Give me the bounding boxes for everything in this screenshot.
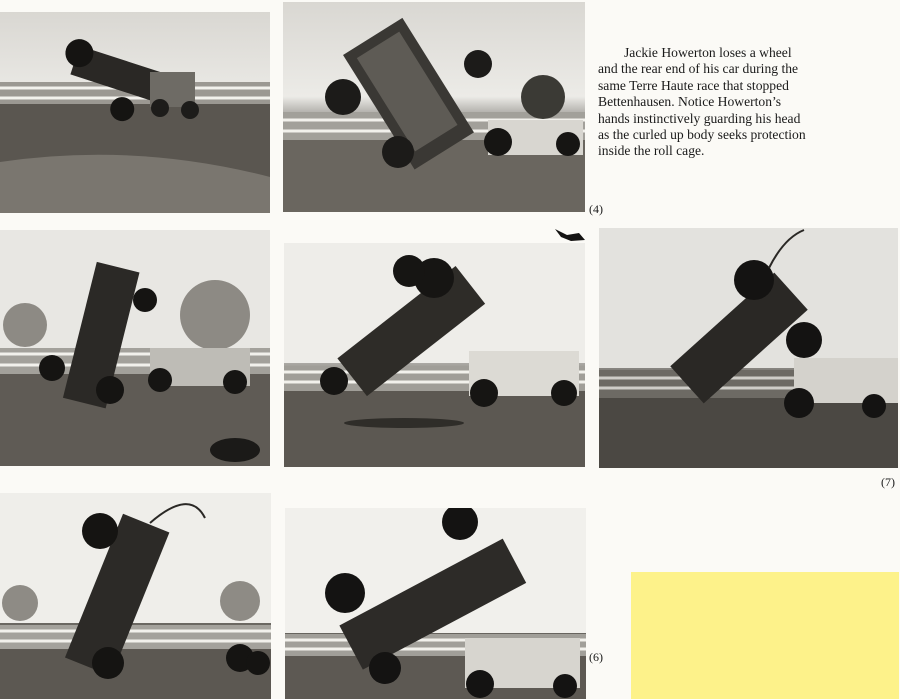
plate-label-4: (4) bbox=[589, 202, 603, 216]
yellow-sticky-note bbox=[631, 572, 899, 699]
photo-crash-frame-5 bbox=[599, 228, 898, 468]
photo-crash-frame-7 bbox=[285, 508, 586, 699]
photo-crash-frame-1 bbox=[0, 12, 270, 213]
plate-label-6: (6) bbox=[589, 650, 603, 664]
photo-crash-frame-2 bbox=[283, 2, 585, 212]
plate-label-7: (7) bbox=[881, 475, 895, 489]
photo-crash-frame-4 bbox=[284, 243, 585, 467]
photo-crash-frame-3 bbox=[0, 230, 270, 466]
photo-crash-frame-6 bbox=[0, 493, 271, 699]
flying-debris-icon bbox=[553, 225, 587, 245]
caption-text: Jackie Howerton loses a wheel and the rear end of his car during the same Terre Haute race that stopped Bettenhausen. Notice Howerton’s hands instinctively guarding his head as the curled up body seeks protection inside the roll cage. bbox=[598, 45, 806, 159]
